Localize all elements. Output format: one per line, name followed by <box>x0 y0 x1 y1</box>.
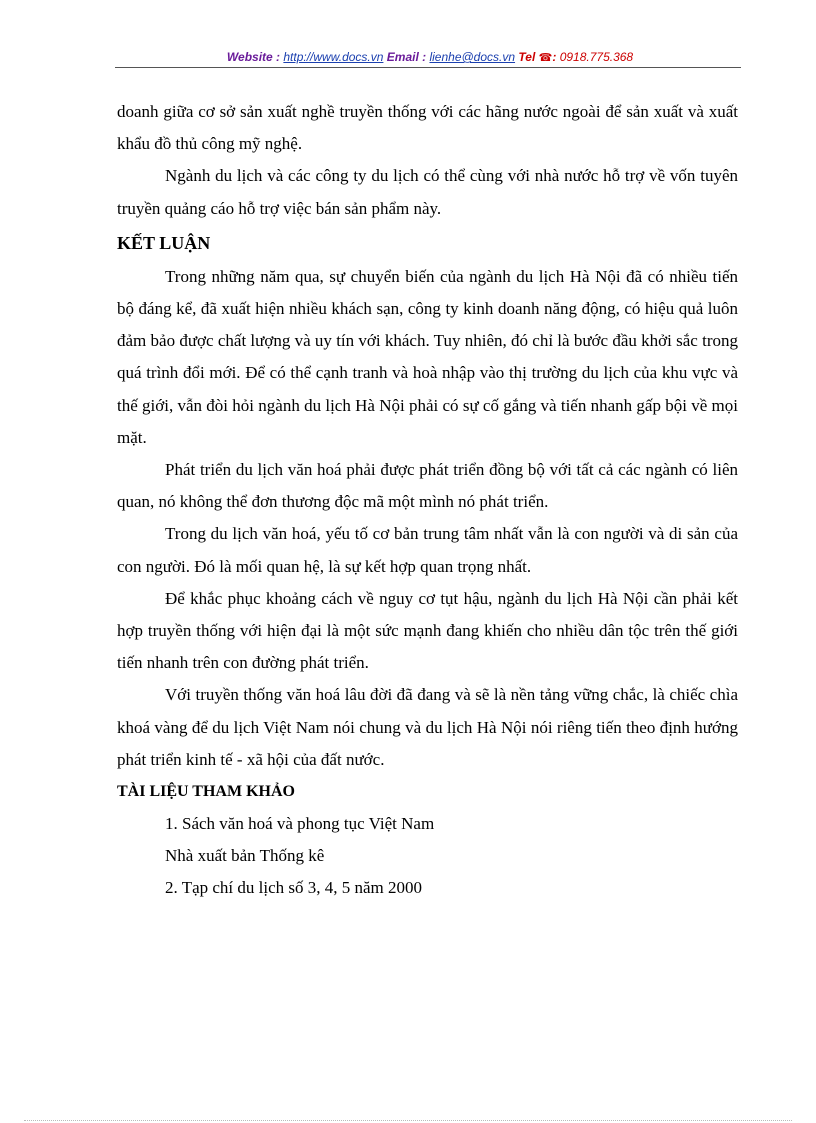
phone-number: 0918.775.368 <box>559 50 634 64</box>
email-link[interactable]: lienhe@docs.vn <box>429 50 516 64</box>
conclusion-paragraph-3: Trong du lịch văn hoá, yếu tố cơ bản trung tâm nhất vẫn là con người và di sản của con người. Đó là mối quan hệ, là sự kết hợp quan trọng nhất. <box>117 524 738 576</box>
conclusion-heading: KẾT LUẬN <box>117 232 211 253</box>
phone-icon: ☎ <box>538 52 553 64</box>
reference-item-2: 2. Tạp chí du lịch số 3, 4, 5 năm 2000 <box>165 878 423 898</box>
phone-separator: : <box>552 50 557 64</box>
reference-item-1-publisher: Nhà xuất bản Thống kê <box>165 846 325 866</box>
conclusion-paragraph-1: Trong những năm qua, sự chuyển biến của ngành du lịch Hà Nội đã có nhiều tiến bộ đáng kể, đã xuất hiện nhiều khách sạn, công ty kinh doanh năng động, có hiệu quả luôn đảm bảo được chất lượng và uy tín với khách. Tuy nhiên, đó chỉ là bước đầu khởi sắc trong quá trình đổi mới. Để có thể cạnh tranh và hoà nhập vào thị trường du lịch của khu vực và thế giới, vẫn đòi hỏi ngành du lịch Hà Nội phải có sự cố gắng và tiến nhanh gấp bội về mọi mặt. <box>117 266 738 447</box>
conclusion-paragraph-2: Phát triển du lịch văn hoá phải được phát triển đồng bộ với tất cả các ngành có liên quan, nó không thể đơn thương độc mã một mình nó phát triển. <box>117 460 738 512</box>
intro-paragraph-2: Ngành du lịch và các công ty du lịch có thể cùng với nhà nước hỗ trợ về vốn tuyên truyền quảng cáo hỗ trợ việc bán sản phẩm này. <box>117 166 738 218</box>
website-label: Website : <box>226 50 281 64</box>
page-header <box>120 47 740 67</box>
footer-divider <box>24 1120 792 1121</box>
header-divider <box>115 67 741 68</box>
intro-paragraph-1: doanh giữa cơ sở sản xuất nghề truyền thống với các hãng nước ngoài để sản xuất và xuất khẩu đồ thủ công mỹ nghệ. <box>117 102 738 154</box>
document-body <box>117 96 738 905</box>
tel-label: Tel <box>518 50 536 64</box>
email-label: Email : <box>386 50 427 64</box>
website-link[interactable]: http://www.docs.vn <box>283 50 384 64</box>
conclusion-paragraph-4: Để khắc phục khoảng cách về nguy cơ tụt hậu, ngành du lịch Hà Nội cần phải kết hợp truyền thống với hiện đại là một sức mạnh đang khiến cho nhiều dân tộc trên thế giới tiến nhanh trên con đường phát triển. <box>117 588 738 673</box>
conclusion-paragraph-5: Với truyền thống văn hoá lâu đời đã đang và sẽ là nền tảng vững chắc, là chiếc chìa khoá vàng để du lịch Việt Nam nói chung và du lịch Hà Nội nói riêng tiến theo định hướng phát triển kinh tế - xã hội của đất nước. <box>117 685 738 769</box>
references-heading: TÀI LIỆU THAM KHẢO <box>117 783 295 801</box>
reference-item-1: 1. Sách văn hoá và phong tục Việt Nam <box>165 814 435 834</box>
